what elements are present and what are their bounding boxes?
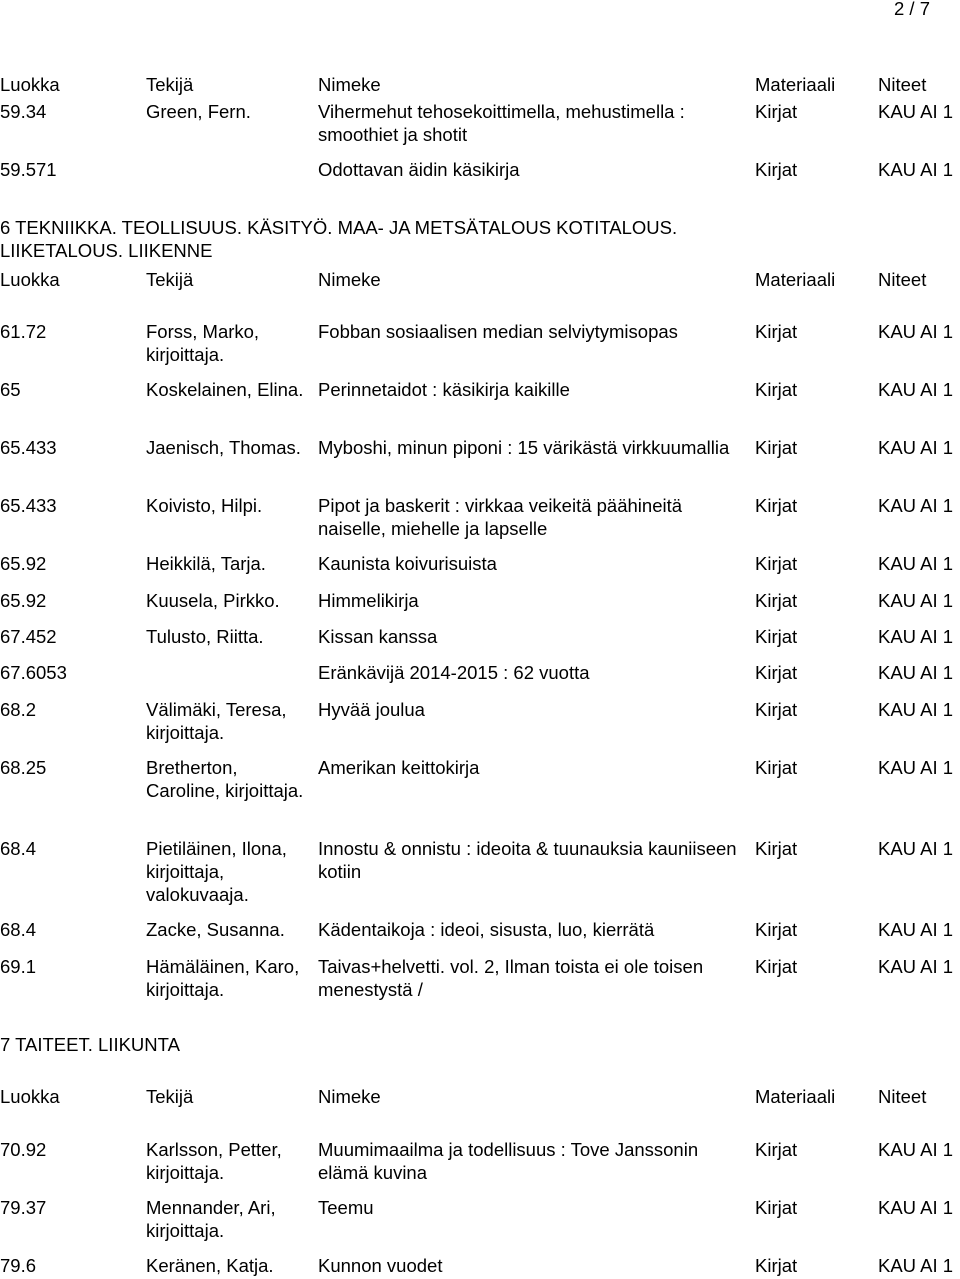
header-luokka: Luokka: [0, 1086, 60, 1107]
cell-materiaali: Kirjat: [755, 1255, 798, 1276]
cell-nimeke: Eränkävijä 2014-2015 : 62 vuotta: [318, 662, 590, 683]
header-luokka: Luokka: [0, 269, 60, 290]
cell-niteet: KAU AI 1: [878, 1197, 954, 1218]
cell-niteet: KAU AI 1: [878, 1255, 954, 1276]
header-niteet: Niteet: [878, 1086, 927, 1107]
header-materiaali: Materiaali: [755, 74, 836, 95]
cell-niteet: KAU AI 1: [878, 662, 954, 683]
cell-nimeke: Kaunista koivurisuista: [318, 553, 497, 574]
cell-luokka: 65.433: [0, 495, 57, 516]
cell-materiaali: Kirjat: [755, 495, 798, 516]
cell-nimeke: Teemu: [318, 1197, 374, 1218]
header-nimeke: Nimeke: [318, 1086, 381, 1107]
cell-materiaali: Kirjat: [755, 553, 798, 574]
cell-tekija: Hämäläinen, Karo, kirjoittaja.: [146, 956, 300, 1000]
cell-luokka: 68.4: [0, 919, 37, 940]
cell-luokka: 67.452: [0, 626, 57, 647]
cell-tekija: Keränen, Katja.: [146, 1255, 274, 1276]
cell-nimeke: Odottavan äidin käsikirja: [318, 159, 520, 180]
cell-materiaali: Kirjat: [755, 159, 798, 180]
section-6-title: 6 TEKNIIKKA. TEOLLISUUS. KÄSITYÖ. MAA- JA METSÄTALOUS KOTITALOUS. LIIKETALOUS. LIIKENNE: [0, 217, 678, 261]
cell-luokka: 70.92: [0, 1139, 47, 1160]
cell-luokka: 68.2: [0, 699, 37, 720]
cell-niteet: KAU AI 1: [878, 590, 954, 611]
cell-niteet: KAU AI 1: [878, 838, 954, 859]
cell-tekija: Koskelainen, Elina.: [146, 379, 304, 400]
cell-tekija: Tulusto, Riitta.: [146, 626, 264, 647]
cell-niteet: KAU AI 1: [878, 1139, 954, 1160]
cell-nimeke: Kissan kanssa: [318, 626, 438, 647]
cell-niteet: KAU AI 1: [878, 159, 954, 180]
cell-nimeke: Taivas+helvetti. vol. 2, Ilman toista ei ole toisen menestystä /: [318, 956, 704, 1000]
cell-niteet: KAU AI 1: [878, 379, 954, 400]
cell-nimeke: Myboshi, minun piponi : 15 värikästä virkkuumallia: [318, 437, 730, 458]
section-7-title: 7 TAITEET. LIIKUNTA: [0, 1034, 180, 1055]
header-tekija: Tekijä: [146, 269, 194, 290]
cell-nimeke: Innostu & onnistu : ideoita & tuunauksia kauniiseen kotiin: [318, 838, 737, 882]
header-materiaali: Materiaali: [755, 1086, 836, 1107]
cell-materiaali: Kirjat: [755, 590, 798, 611]
header-nimeke: Nimeke: [318, 74, 381, 95]
cell-luokka: 61.72: [0, 321, 47, 342]
cell-nimeke: Himmelikirja: [318, 590, 419, 611]
cell-materiaali: Kirjat: [755, 699, 798, 720]
cell-nimeke: Pipot ja baskerit : virkkaa veikeitä päähineitä naiselle, miehelle ja lapselle: [318, 495, 683, 539]
cell-niteet: KAU AI 1: [878, 321, 954, 342]
cell-tekija: Kuusela, Pirkko.: [146, 590, 280, 611]
cell-tekija: Välimäki, Teresa, kirjoittaja.: [146, 699, 287, 743]
cell-luokka: 79.37: [0, 1197, 47, 1218]
cell-luokka: 59.571: [0, 159, 57, 180]
cell-nimeke: Kädentaikoja : ideoi, sisusta, luo, kierrätä: [318, 919, 655, 940]
cell-niteet: KAU AI 1: [878, 437, 954, 458]
cell-tekija: Jaenisch, Thomas.: [146, 437, 301, 458]
cell-nimeke: Kunnon vuodet: [318, 1255, 443, 1276]
cell-materiaali: Kirjat: [755, 437, 798, 458]
cell-nimeke: Perinnetaidot : käsikirja kaikille: [318, 379, 570, 400]
cell-tekija: Mennander, Ari, kirjoittaja.: [146, 1197, 276, 1241]
cell-tekija: Green, Fern.: [146, 101, 251, 122]
header-tekija: Tekijä: [146, 74, 194, 95]
cell-materiaali: Kirjat: [755, 1197, 798, 1218]
cell-materiaali: Kirjat: [755, 379, 798, 400]
cell-materiaali: Kirjat: [755, 956, 798, 977]
cell-tekija: Forss, Marko, kirjoittaja.: [146, 321, 260, 365]
cell-materiaali: Kirjat: [755, 838, 798, 859]
header-luokka: Luokka: [0, 74, 60, 95]
header-niteet: Niteet: [878, 74, 927, 95]
cell-materiaali: Kirjat: [755, 757, 798, 778]
cell-tekija: Zacke, Susanna.: [146, 919, 285, 940]
cell-luokka: 69.1: [0, 956, 37, 977]
header-niteet: Niteet: [878, 269, 927, 290]
header-nimeke: Nimeke: [318, 269, 381, 290]
cell-luokka: 65.92: [0, 553, 47, 574]
cell-tekija: Karlsson, Petter, kirjoittaja.: [146, 1139, 282, 1183]
cell-niteet: KAU AI 1: [878, 757, 954, 778]
page-number: 2 / 7: [894, 0, 930, 19]
cell-luokka: 65.433: [0, 437, 57, 458]
cell-tekija: Koivisto, Hilpi.: [146, 495, 263, 516]
cell-niteet: KAU AI 1: [878, 553, 954, 574]
cell-materiaali: Kirjat: [755, 662, 798, 683]
cell-nimeke: Amerikan keittokirja: [318, 757, 480, 778]
cell-nimeke: Muumimaailma ja todellisuus : Tove Janssonin elämä kuvina: [318, 1139, 699, 1183]
cell-luokka: 68.4: [0, 838, 37, 859]
cell-niteet: KAU AI 1: [878, 956, 954, 977]
cell-niteet: KAU AI 1: [878, 919, 954, 940]
cell-tekija: Bretherton, Caroline, kirjoittaja.: [146, 757, 304, 801]
cell-niteet: KAU AI 1: [878, 699, 954, 720]
cell-materiaali: Kirjat: [755, 919, 798, 940]
cell-tekija: Heikkilä, Tarja.: [146, 553, 266, 574]
cell-luokka: 67.6053: [0, 662, 67, 683]
cell-tekija: Pietiläinen, Ilona, kirjoittaja, valokuvaaja.: [146, 838, 287, 905]
cell-nimeke: Fobban sosiaalisen median selviytymisopas: [318, 321, 678, 342]
header-materiaali: Materiaali: [755, 269, 836, 290]
cell-niteet: KAU AI 1: [878, 101, 954, 122]
cell-materiaali: Kirjat: [755, 101, 798, 122]
cell-luokka: 65.92: [0, 590, 47, 611]
cell-nimeke: Hyvää joulua: [318, 699, 425, 720]
cell-materiaali: Kirjat: [755, 1139, 798, 1160]
cell-luokka: 68.25: [0, 757, 47, 778]
cell-luokka: 79.6: [0, 1255, 37, 1276]
cell-luokka: 59.34: [0, 101, 47, 122]
cell-materiaali: Kirjat: [755, 321, 798, 342]
cell-niteet: KAU AI 1: [878, 626, 954, 647]
cell-niteet: KAU AI 1: [878, 495, 954, 516]
cell-nimeke: Vihermehut tehosekoittimella, mehustimella : smoothiet ja shotit: [318, 101, 685, 145]
cell-materiaali: Kirjat: [755, 626, 798, 647]
header-tekija: Tekijä: [146, 1086, 194, 1107]
cell-luokka: 65: [0, 379, 21, 400]
